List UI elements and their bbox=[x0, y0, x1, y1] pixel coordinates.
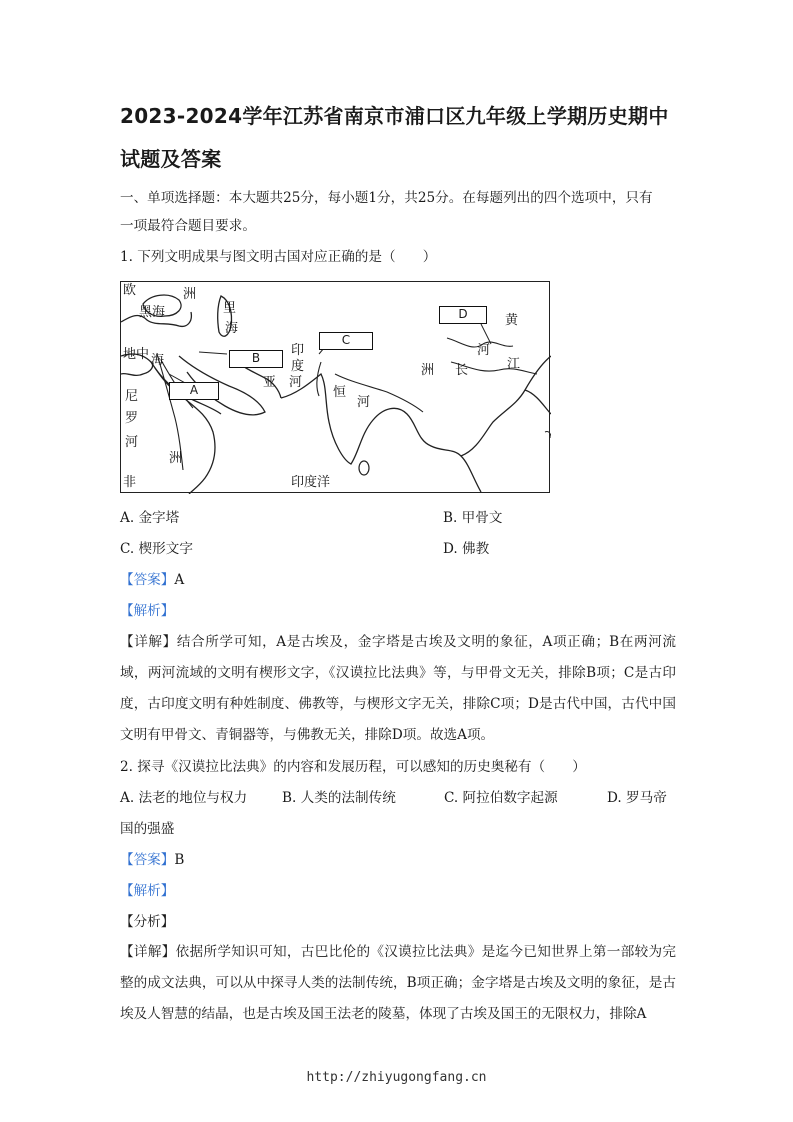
map-label-huang: 黄 bbox=[505, 313, 519, 328]
map-label-heng: 恒 bbox=[333, 385, 347, 400]
ancient-civilizations-map bbox=[120, 281, 550, 493]
question-2-option-d-continued: 国的强盛 bbox=[120, 821, 175, 837]
map-label-yellow-river: 河 bbox=[477, 343, 491, 358]
question-1-option-c: C. 楔形文字 bbox=[120, 541, 193, 557]
map-label-hai2: 海 bbox=[151, 353, 165, 368]
map-label-black-sea: 黑海 bbox=[139, 305, 166, 320]
map-label-zhou3: 洲 bbox=[421, 363, 435, 378]
question-1-option-a: A. 金字塔 bbox=[120, 510, 180, 526]
map-box-b: B bbox=[229, 350, 283, 368]
map-label-luo: 罗 bbox=[125, 411, 139, 426]
question-2-fenxi-tag: 【分析】 bbox=[120, 914, 175, 930]
answer-value: B bbox=[174, 852, 185, 868]
map-label-indus-river: 河 bbox=[289, 375, 303, 390]
map-label-zhou: 洲 bbox=[183, 287, 197, 302]
map-box-c: C bbox=[319, 332, 373, 350]
map-label-yin: 印 bbox=[291, 343, 305, 358]
question-1-option-b: B. 甲骨文 bbox=[443, 510, 503, 526]
document-title-line2: 试题及答案 bbox=[120, 147, 222, 171]
question-2-analysis-tag: 【解析】 bbox=[120, 883, 175, 899]
question-2-stem: 2. 探寻《汉谟拉比法典》的内容和发展历程，可以感知的历史奥秘有（ ） bbox=[120, 759, 586, 775]
map-label-mediterranean: 地中 bbox=[123, 347, 150, 362]
map-label-ou: 欧 bbox=[123, 283, 137, 298]
map-label-li: 里 bbox=[223, 301, 237, 316]
answer-value: A bbox=[174, 572, 185, 588]
question-1-stem: 1. 下列文明成果与图文明古国对应正确的是（ ） bbox=[120, 249, 437, 265]
map-box-a: A bbox=[169, 382, 219, 400]
question-2-option-b: B. 人类的法制传统 bbox=[282, 790, 396, 806]
map-label-zhou2: 洲 bbox=[169, 451, 183, 466]
question-1-option-d: D. 佛教 bbox=[443, 541, 490, 557]
map-label-indian-ocean: 印度洋 bbox=[291, 475, 331, 490]
detail-text: 结合所学可知，A是古埃及，金字塔是古埃及文明的象征，A项正确；B在两河流域，两河流域的文明有楔形文字，《汉谟拉比法典》等，与甲骨文无关，排除B项；C是古印度，古印度文明有种姓制度、佛教等，与楔形文字无关，排除C项；D是古代中国，古代中国文明有甲骨文、青铜器等，与佛教无关，排除D项。故选A项。 bbox=[120, 634, 677, 743]
answer-tag: 【答案】 bbox=[120, 572, 175, 588]
document-title-line1: 2023-2024学年江苏省南京市浦口区九年级上学期历史期中 bbox=[120, 104, 669, 128]
map-label-hai: 海 bbox=[225, 321, 239, 336]
question-1-analysis-tag: 【解析】 bbox=[120, 603, 175, 619]
map-label-ganges-river: 河 bbox=[357, 395, 371, 410]
map-label-jiang: 江 bbox=[507, 357, 521, 372]
map-label-ya: 亚 bbox=[263, 375, 277, 390]
question-2-option-c: C. 阿拉伯数字起源 bbox=[444, 790, 558, 806]
question-1-detail bbox=[120, 627, 676, 751]
question-1-answer bbox=[120, 570, 184, 590]
answer-tag: 【答案】 bbox=[120, 852, 175, 868]
map-label-ni: 尼 bbox=[125, 389, 139, 404]
question-2-answer bbox=[120, 850, 184, 870]
footer-url: http://zhiyugongfang.cn bbox=[306, 1070, 487, 1085]
map-label-du: 度 bbox=[291, 359, 305, 374]
detail-tag: 【详解】 bbox=[120, 634, 177, 650]
map-label-fei: 非 bbox=[123, 475, 137, 490]
question-2-detail bbox=[120, 937, 676, 1030]
question-2-option-d: D. 罗马帝 bbox=[607, 790, 667, 806]
question-2-option-a: A. 法老的地位与权力 bbox=[120, 790, 248, 806]
detail-tag: 【详解】 bbox=[120, 944, 176, 960]
map-label-river-nile: 河 bbox=[125, 435, 139, 450]
detail-text: 依据所学知识可知，古巴比伦的《汉谟拉比法典》是迄今已知世界上第一部较为完整的成文法典，可以从中探寻人类的法制传统，B项正确；金字塔是古埃及文明的象征，是古埃及人智慧的结晶，也是古埃及国王法老的陵墓，体现了古埃及国王的无限权力，排除A bbox=[120, 944, 677, 1022]
section-instructions-line2: 一项最符合题目要求。 bbox=[120, 218, 256, 234]
map-label-chang: 长 bbox=[455, 363, 469, 378]
section-instructions-line1: 一、单项选择题：本大题共25分，每小题1分，共25分。在每题列出的四个选项中，只有 bbox=[120, 190, 653, 206]
map-box-d: D bbox=[439, 306, 487, 324]
